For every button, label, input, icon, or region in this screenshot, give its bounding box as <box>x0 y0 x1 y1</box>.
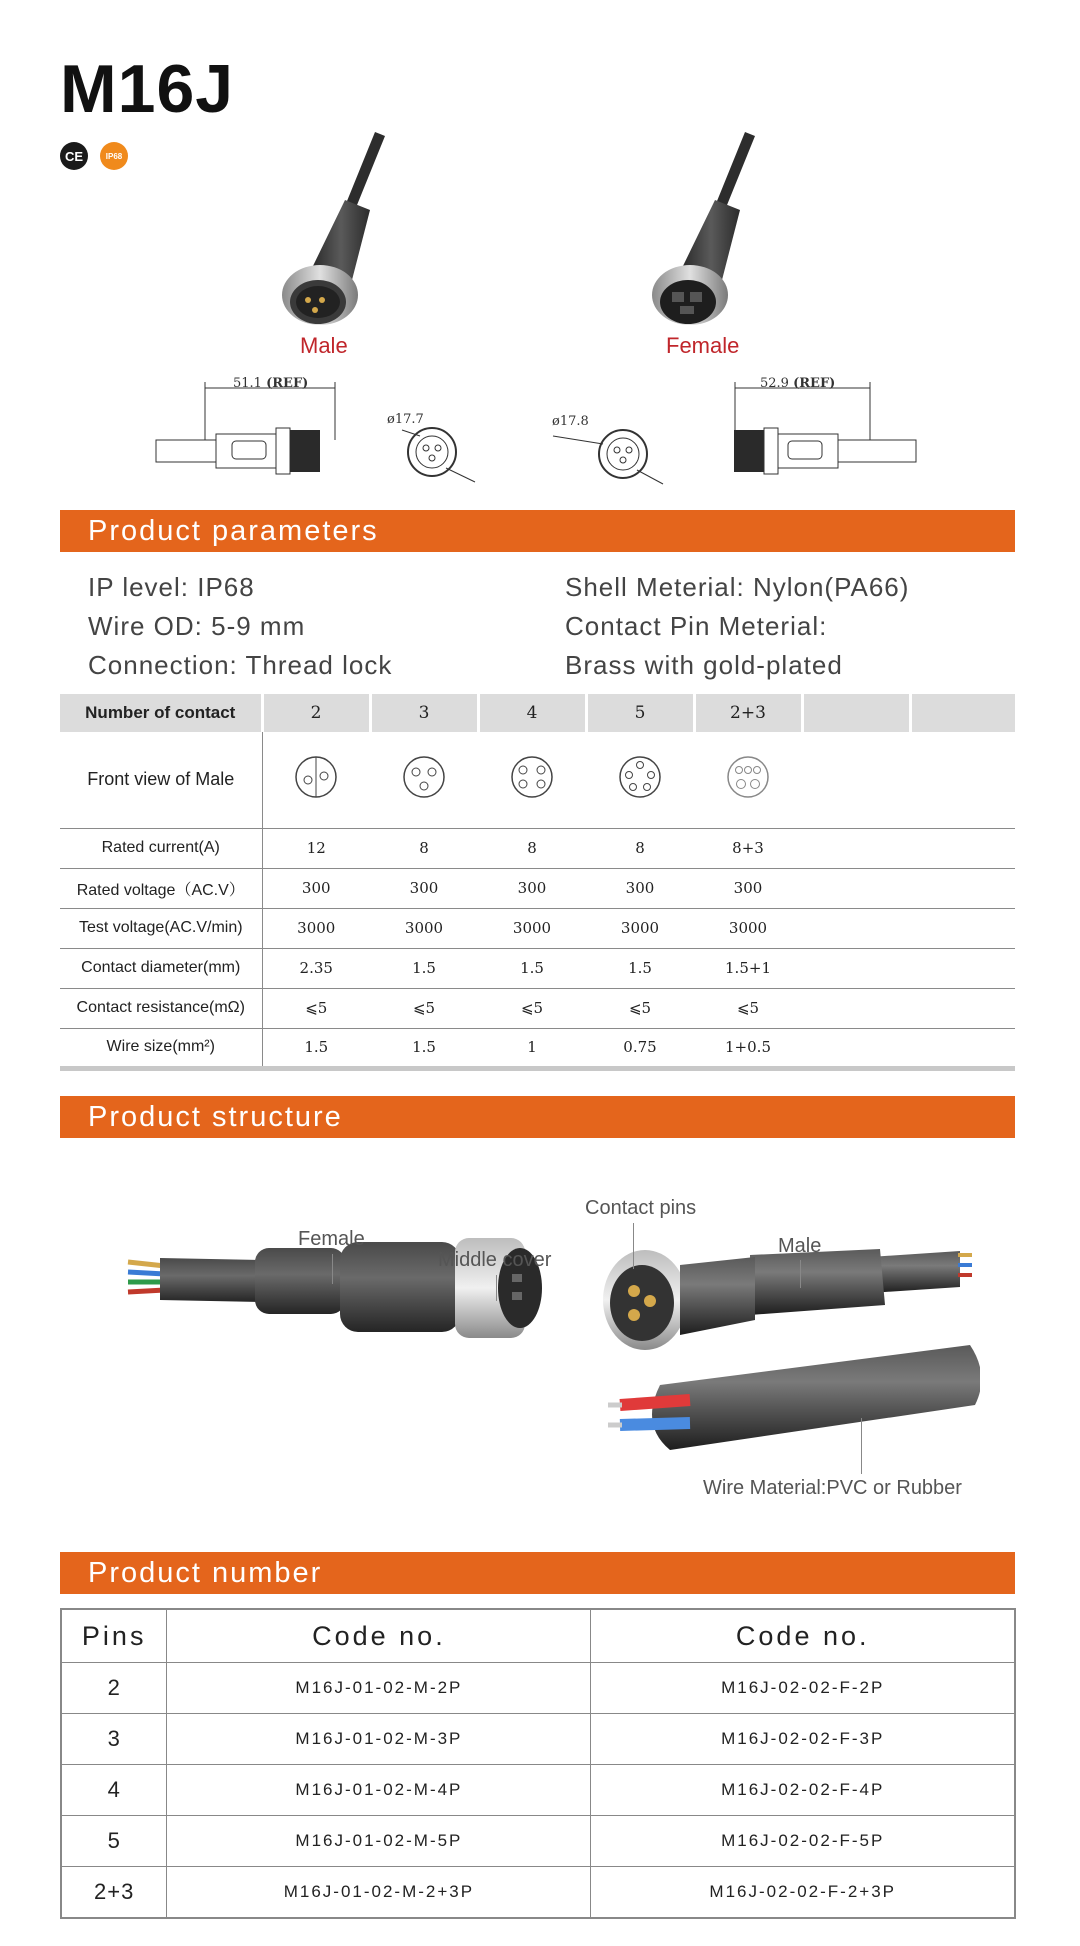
number-of-contact-header: Number of contact <box>60 694 262 732</box>
spec-cell: 1.5+1 <box>694 948 802 988</box>
param-wire-od: Wire OD: 5-9 mm <box>88 611 306 641</box>
spec-cell: 300 <box>478 868 586 908</box>
male-code-cell: M16J-01-02-M-3P <box>167 1714 591 1765</box>
spec-cell: 2.35 <box>262 948 370 988</box>
spec-cell: 1.5 <box>478 948 586 988</box>
spec-cell: 300 <box>370 868 478 908</box>
pin-layout-5-icon <box>617 754 663 800</box>
male-code-column-header: Code no. <box>167 1609 591 1663</box>
male-structure-label: Male <box>778 1235 822 1257</box>
spec-cell: 8+3 <box>694 828 802 868</box>
male-code-cell: M16J-01-02-M-2+3P <box>167 1867 591 1919</box>
table-row <box>61 1663 1015 1714</box>
spec-cell: 300 <box>586 868 694 908</box>
contact-pins-label: Contact pins <box>585 1197 697 1219</box>
spec-row-label: Wire size(mm²) <box>60 1028 262 1068</box>
pin-layout-2plus3-icon <box>725 754 771 800</box>
male-connector-photo <box>260 120 400 330</box>
front-view-label: Front view of Male <box>60 732 262 828</box>
contact-col-empty-1 <box>802 694 910 732</box>
contact-col-2-3: 2+3 <box>694 694 802 732</box>
product-number-heading: Product number <box>60 1552 1015 1594</box>
spec-row-wire-size <box>60 1028 1015 1068</box>
front-view-4pin <box>478 732 586 828</box>
product-structure-heading: Product structure <box>60 1096 1015 1138</box>
spec-row-contact-diameter <box>60 948 1015 988</box>
contact-col-2: 2 <box>262 694 370 732</box>
pins-cell: 4 <box>61 1765 167 1816</box>
spec-row-label: Contact diameter(mm) <box>60 948 262 988</box>
female-code-cell: M16J-02-02-F-4P <box>591 1765 1015 1816</box>
contact-col-empty-2 <box>910 694 1015 732</box>
product-number-table <box>60 1608 1016 1919</box>
spec-cell: 8 <box>370 828 478 868</box>
table-row <box>61 1714 1015 1765</box>
pins-cell: 5 <box>61 1816 167 1867</box>
male-ref-label: (REF) <box>266 376 309 391</box>
param-shell-material: Shell Meterial: Nylon(PA66) <box>565 572 910 602</box>
spec-cell: 3000 <box>262 908 370 948</box>
spec-cell: 1.5 <box>262 1028 370 1068</box>
spec-cell: ⩽5 <box>478 988 586 1028</box>
spec-cell: 8 <box>478 828 586 868</box>
spec-row-label: Rated voltage（AC.V） <box>60 868 262 908</box>
female-diameter-dimension: ø17.8 <box>552 414 589 429</box>
product-number-header-row <box>61 1609 1015 1663</box>
spec-cell: 1.5 <box>370 948 478 988</box>
wire-material-label: Wire Material:PVC or Rubber <box>703 1477 962 1499</box>
spec-cell: 300 <box>262 868 370 908</box>
spec-row-rated-current <box>60 828 1015 868</box>
table-row <box>61 1816 1015 1867</box>
product-parameters-heading: Product parameters <box>60 510 1015 552</box>
spec-row-contact-resistance <box>60 988 1015 1028</box>
spec-cell: ⩽5 <box>370 988 478 1028</box>
pins-cell: 2 <box>61 1663 167 1714</box>
spec-cell: 3000 <box>478 908 586 948</box>
spec-cell: ⩽5 <box>694 988 802 1028</box>
pins-column-header: Pins <box>61 1609 167 1663</box>
female-code-cell: M16J-02-02-F-3P <box>591 1714 1015 1765</box>
pin-layout-3-icon <box>401 754 447 800</box>
female-caption: Female <box>666 333 740 358</box>
female-code-cell: M16J-02-02-F-2P <box>591 1663 1015 1714</box>
front-view-3pin <box>370 732 478 828</box>
male-diameter-dimension: ø17.7 <box>387 412 424 427</box>
male-code-cell: M16J-01-02-M-2P <box>167 1663 591 1714</box>
param-ip-level: IP level: IP68 <box>88 572 255 602</box>
spec-row-label: Contact resistance(mΩ) <box>60 988 262 1028</box>
middle-cover-label: Middle cover <box>438 1249 552 1271</box>
spec-cell: 300 <box>694 868 802 908</box>
female-structure-label: Female <box>298 1228 365 1250</box>
contact-col-5: 5 <box>586 694 694 732</box>
contact-col-3: 3 <box>370 694 478 732</box>
spec-cell: 1+0.5 <box>694 1028 802 1068</box>
spec-cell: 0.75 <box>586 1028 694 1068</box>
page-title: M16J <box>60 51 235 127</box>
female-length-dimension: 52.9 <box>760 376 789 391</box>
param-connection: Connection: Thread lock <box>88 650 393 680</box>
spec-header-row <box>60 694 1015 732</box>
male-caption: Male <box>300 333 348 358</box>
female-connector-photo <box>630 120 770 330</box>
spec-cell: 1 <box>478 1028 586 1068</box>
pins-cell: 2+3 <box>61 1867 167 1919</box>
spec-row-test-voltage <box>60 908 1015 948</box>
spec-cell: 1.5 <box>370 1028 478 1068</box>
spec-cell: 3000 <box>586 908 694 948</box>
pin-layout-4-icon <box>509 754 555 800</box>
contact-col-4: 4 <box>478 694 586 732</box>
spec-table <box>60 694 1015 1071</box>
female-code-cell: M16J-02-02-F-5P <box>591 1816 1015 1867</box>
spec-cell: 1.5 <box>586 948 694 988</box>
front-view-5pin <box>586 732 694 828</box>
pin-layout-2-icon <box>293 754 339 800</box>
ce-badge: CE <box>60 142 88 170</box>
male-length-dimension: 51.1 <box>233 376 262 391</box>
spec-cell: 3000 <box>694 908 802 948</box>
spec-cell: 12 <box>262 828 370 868</box>
spec-row-rated-voltage <box>60 868 1015 908</box>
male-code-cell: M16J-01-02-M-5P <box>167 1816 591 1867</box>
spec-cell: 3000 <box>370 908 478 948</box>
ip68-badge: IP68 <box>100 142 128 170</box>
front-view-2pin <box>262 732 370 828</box>
spec-cell: ⩽5 <box>262 988 370 1028</box>
female-code-column-header: Code no. <box>591 1609 1015 1663</box>
male-assembly-photo <box>600 1235 980 1475</box>
front-view-2plus3pin <box>694 732 802 828</box>
spec-cell: ⩽5 <box>586 988 694 1028</box>
male-code-cell: M16J-01-02-M-4P <box>167 1765 591 1816</box>
table-row <box>61 1765 1015 1816</box>
female-code-cell: M16J-02-02-F-2+3P <box>591 1867 1015 1919</box>
female-ref-label: (REF) <box>793 376 836 391</box>
pins-cell: 3 <box>61 1714 167 1765</box>
front-view-row <box>60 732 1015 828</box>
table-row <box>61 1867 1015 1919</box>
param-contact-pin-material: Contact Pin Meterial: <box>565 611 828 641</box>
spec-cell: 8 <box>586 828 694 868</box>
param-contact-pin-plating: Brass with gold-plated <box>565 650 843 680</box>
spec-row-label: Rated current(A) <box>60 828 262 868</box>
spec-row-label: Test voltage(AC.V/min) <box>60 908 262 948</box>
